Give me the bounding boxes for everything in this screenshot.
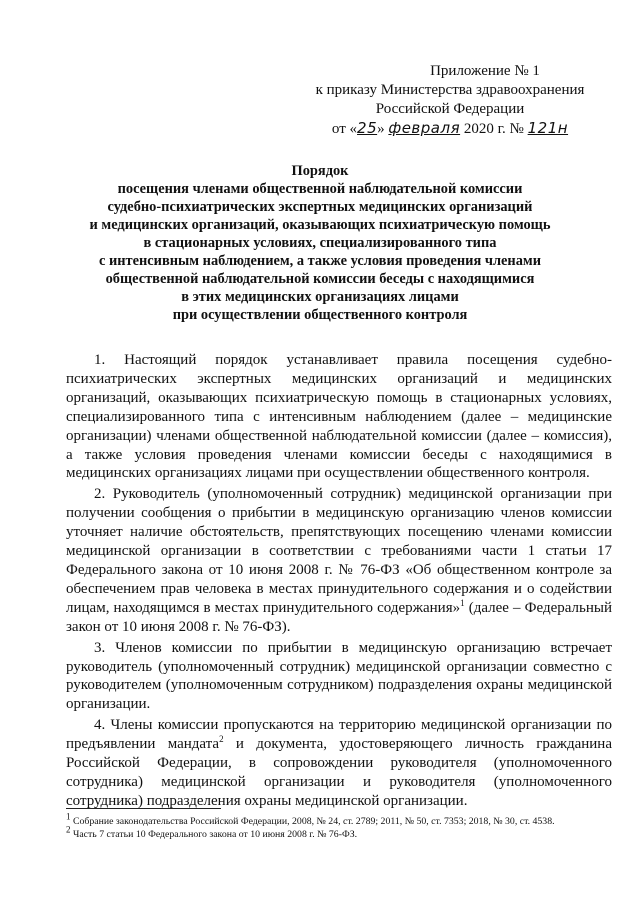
footnote-1 <box>66 811 626 828</box>
handwritten-order-number: 121н <box>527 119 569 137</box>
title-line: в этих медицинских организациях лицами <box>181 289 459 305</box>
footnote-2-mark: 2 <box>66 824 71 835</box>
appendix-header <box>300 62 600 139</box>
appendix-number: Приложение № 1 <box>430 63 540 79</box>
paragraph-4-tail: и документа, удостоверяющего личность гражданина Российской Федерации, в сопровождении руководителя (уполномоченного сотрудника) медицинской организации и руководителя (уполномоченного сотрудника) подразделения охраны медицинской организации. <box>66 736 612 809</box>
appendix-ministry: Российской Федерации <box>375 101 525 117</box>
footnote-2 <box>66 824 626 841</box>
footnotes <box>66 811 626 841</box>
title-line: судебно-психиатрических экспертных медицинских организаций <box>107 199 533 215</box>
title-line: в стационарных условиях, специализированного типа <box>143 235 497 251</box>
footnote-divider <box>66 808 221 809</box>
paragraph-3: 3. Членов комиссии по прибытии в медицинскую организацию встречает руководитель (уполномоченный сотрудник) медицинской организации совместно с руководителем (уполномоченным сотрудником) подразделения охраны медицинской организации. <box>66 639 612 713</box>
title-line: с интенсивным наблюдением, а также условия проведения членами <box>98 253 542 269</box>
document-body <box>66 351 612 813</box>
date-sep: » <box>377 121 385 137</box>
document-title <box>70 162 570 324</box>
title-line: при осуществлении общественного контроля <box>172 307 468 323</box>
appendix-order-ref: к приказу Министерства здравоохранения <box>315 82 585 98</box>
paragraph-2-tail: (далее – Федеральный закон от 10 июня 2008 г. № 76-ФЗ). <box>66 599 612 635</box>
appendix-date-line <box>300 119 600 139</box>
paragraph-2 <box>66 485 612 636</box>
paragraph-2-text: 2. Руководитель (уполномоченный сотрудник) медицинской организации при получении сообщения о прибытии в медицинскую организацию членов комиссии уточняет наличие обстоятельств, препятствующих посещению членами комиссии медицинской организации в соответствии с требованиями части 1 статьи 17 Федерального закона от 10 июня 2008 г. № 76-ФЗ «Об общественном контроле за обеспечением прав человека в местах принудительного содержания и о содействии лицам, находящимся в местах принудительного содержания» <box>66 486 612 616</box>
paragraph-4 <box>66 716 612 811</box>
footnote-2-text: Часть 7 статьи 10 Федерального закона от 10 июня 2008 г. № 76-ФЗ. <box>70 829 358 840</box>
date-year: 2020 г. № <box>463 121 524 137</box>
footnote-ref-2: 2 <box>219 734 224 745</box>
footnote-1-text: Собрание законодательства Российской Федерации, 2008, № 24, ст. 2789; 2011, № 50, ст. 7353; 2018, № 30, ст. 4538. <box>70 816 555 827</box>
title-heading: Порядок <box>291 163 349 179</box>
title-line: и медицинских организаций, оказывающих психиатрическую помощь <box>89 217 551 233</box>
date-prefix: от « <box>331 121 358 137</box>
paragraph-4-text: 4. Члены комиссии пропускаются на территорию медицинской организации по предъявлении мандата <box>66 717 612 753</box>
paragraph-1: 1. Настоящий порядок устанавливает правила посещения судебно-психиатрических экспертных медицинских организаций и медицинских организаций, оказывающих психиатрическую помощь в стационарных условиях, специализированного типа с интенсивным наблюдением (далее – медицинские организации) членами общественной наблюдательной комиссии (далее – комиссия), а также условия проведения членами комиссии беседы с находящимися в медицинских организациях лицами при осуществлении общественного контроля. <box>66 352 612 482</box>
handwritten-day: 25 <box>357 119 378 137</box>
footnote-ref-1: 1 <box>460 597 465 608</box>
title-line: посещения членами общественной наблюдательной комиссии <box>117 181 523 197</box>
handwritten-month: февраля <box>388 119 461 137</box>
footnote-1-mark: 1 <box>66 811 71 822</box>
title-line: общественной наблюдательной комиссии беседы с находящимися <box>105 271 535 287</box>
